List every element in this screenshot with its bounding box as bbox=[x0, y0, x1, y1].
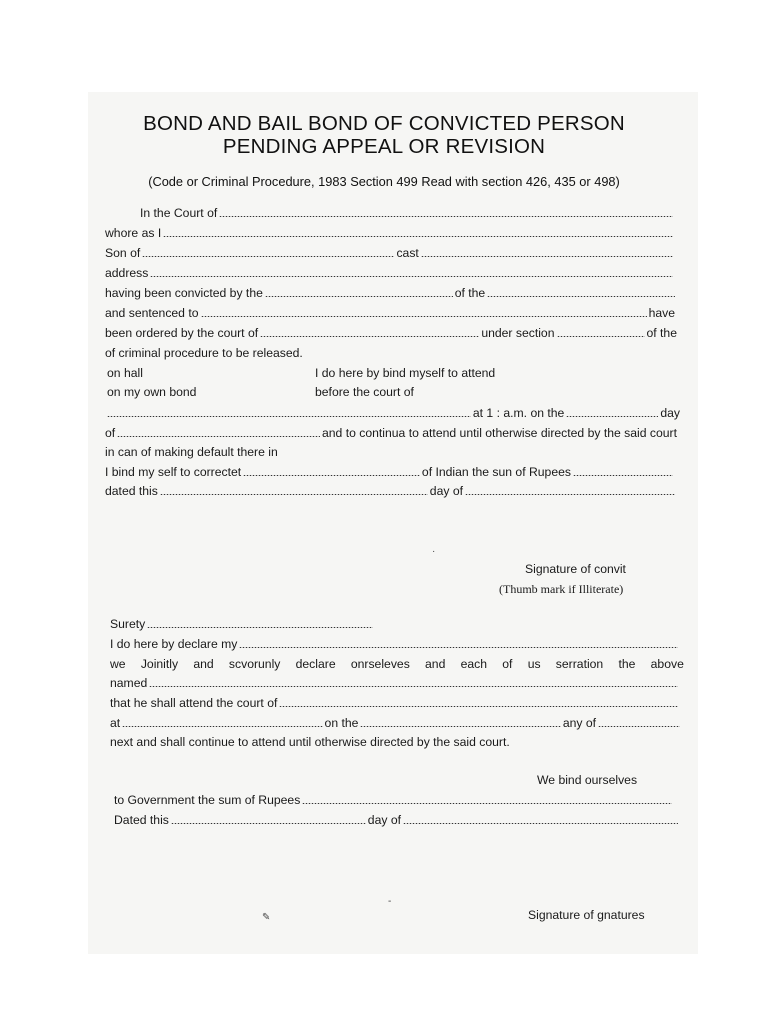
blank-field bbox=[557, 336, 645, 337]
at-on-the-line: at on the any of bbox=[110, 716, 682, 730]
form-title-line-2: PENDING APPEAL OR REVISION bbox=[222, 135, 546, 158]
blank-field bbox=[142, 256, 394, 257]
government-rupees-line: to Government the sum of Rupees bbox=[114, 793, 674, 807]
criminal-procedure-line: of criminal procedure to be released. bbox=[105, 346, 303, 360]
blank-field bbox=[566, 416, 658, 417]
court-of-line: In the Court of bbox=[140, 206, 675, 220]
on-hall-text: on hall bbox=[107, 366, 143, 380]
bind-rupees-line: I bind my self to correctet of Indian the sun of Rupees bbox=[105, 465, 675, 479]
form-title-line-1: BOND AND BAIL BOND OF CONVICTED PERSON bbox=[143, 112, 625, 135]
scan-speck: ✎ bbox=[262, 912, 271, 923]
sureties-signature-label: Signature of gnatures bbox=[528, 908, 645, 922]
blank-field bbox=[573, 475, 673, 476]
surety-dated-line: Dated this day of bbox=[114, 813, 680, 827]
blank-field bbox=[465, 494, 675, 495]
whereas-line: whore as I bbox=[105, 226, 675, 240]
blank-field bbox=[243, 475, 420, 476]
blank-field bbox=[149, 686, 678, 687]
time-date-line: at 1 : a.m. on the day bbox=[105, 406, 680, 420]
blank-field bbox=[160, 494, 428, 495]
bind-myself-text: I do here by bind myself to attend bbox=[315, 366, 496, 380]
blank-field bbox=[107, 416, 471, 417]
thumb-mark-note: (Thumb mark if Illiterate) bbox=[499, 582, 624, 596]
blank-field bbox=[117, 436, 320, 437]
scan-speck: - bbox=[388, 896, 392, 907]
dated-this-line: dated this day of bbox=[105, 484, 677, 498]
before-court-text: before the court of bbox=[315, 385, 414, 399]
jointly-declare-line: we Joinitly and scvorunly declare onrseleves and each of us serration the above bbox=[110, 657, 684, 671]
attend-court-line: that he shall attend the court of bbox=[110, 696, 680, 710]
blank-field bbox=[201, 316, 647, 317]
blank-field bbox=[163, 236, 673, 237]
blank-field bbox=[260, 336, 479, 337]
address-line: address bbox=[105, 266, 675, 280]
form-subtitle: (Code or Criminal Procedure, 1983 Section 499 Read with section 426, 435 or 498) bbox=[148, 174, 620, 189]
blank-field bbox=[265, 296, 453, 297]
convicted-by-line: having been convicted by the of the bbox=[105, 286, 677, 300]
convict-signature-label: Signature of convit bbox=[525, 562, 626, 576]
bind-ourselves-text: We bind ourselves bbox=[537, 773, 638, 787]
continue-attend-line: of and to continua to attend until otherwise directed by the said court bbox=[105, 426, 677, 440]
blank-field bbox=[487, 296, 675, 297]
blank-field bbox=[239, 647, 678, 648]
own-bond-text: on my own bond bbox=[107, 385, 197, 399]
son-of-cast-line: Son of cast bbox=[105, 246, 675, 260]
blank-field bbox=[421, 256, 673, 257]
blank-field bbox=[122, 726, 322, 727]
blank-field bbox=[147, 627, 373, 628]
continue-attend-surety-line: next and shall continue to attend until otherwise directed by the said court. bbox=[110, 735, 510, 749]
sentenced-to-line: and sentenced to have bbox=[105, 306, 675, 320]
default-line: in can of making default there in bbox=[105, 445, 278, 459]
blank-field bbox=[219, 216, 673, 217]
surety-line: Surety bbox=[110, 617, 375, 631]
blank-field bbox=[360, 726, 560, 727]
blank-field bbox=[171, 823, 366, 824]
blank-field bbox=[150, 276, 673, 277]
declare-line: I do here by declare my bbox=[110, 637, 680, 651]
blank-field bbox=[403, 823, 678, 824]
named-line: named bbox=[110, 676, 680, 690]
blank-field bbox=[302, 803, 672, 804]
scan-speck: · bbox=[432, 546, 436, 557]
blank-field bbox=[598, 726, 680, 727]
ordered-by-court-line: been ordered by the court of under section of the bbox=[105, 326, 677, 340]
blank-field bbox=[279, 706, 678, 707]
